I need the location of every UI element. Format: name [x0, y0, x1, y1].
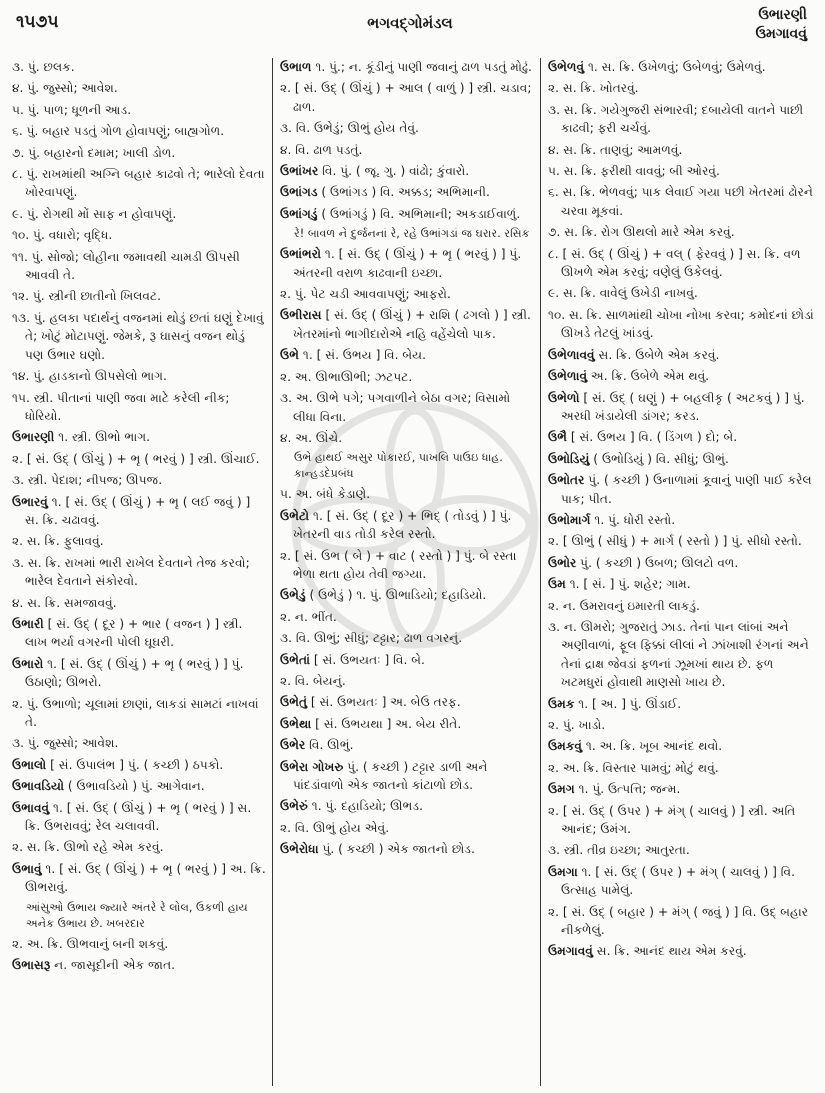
- sense-line: [548, 79, 816, 97]
- dictionary-entry: [12, 956, 266, 974]
- dictionary-entry: [280, 758, 534, 795]
- headword: ઉભેળાવું: [548, 369, 588, 384]
- sense-line: [12, 695, 266, 732]
- dictionary-entry: [12, 493, 266, 530]
- headword: ઉભેળવું: [548, 60, 585, 74]
- sense-line: [548, 618, 816, 692]
- definition-text: પું. ( કચ્છી ) ઉનાળામાં કૂવાનું પાણી પાઈ કરેલ પાક; પીત.: [561, 473, 812, 506]
- headword: ઉભાંગડ: [280, 185, 318, 200]
- definition-text: ૬. સ. ક્રિ. ભેળવવું; પાક લેવાઈ ગયા પછી ખેતરમાં ઢોરને ચરવા મૂકવાં.: [548, 185, 813, 218]
- sense-line: [280, 368, 534, 386]
- sense-line: [280, 429, 534, 447]
- definition-text: ૨. અ. ઊભાઊભી; ઝટપટ.: [280, 369, 413, 384]
- definition-text: ૩. અ. ઊભે પગે; પગવાળીને બેઠા વગર; વિસામો લીધા વિના.: [280, 391, 511, 424]
- definition-text: વિ. ઊભું.: [305, 738, 354, 753]
- dictionary-entry: [280, 797, 534, 815]
- dictionary-entry: [280, 162, 534, 180]
- definition-text: [ સં. ઉદ્ ( ઊંચું ) + રાશિ ( ઢગલો ) ] સ્ત્રી. ખેતરમાંનો ભાગીદારોએ નહિ વહેંચેલો પાક.: [293, 308, 531, 341]
- definition-text: ૩. સ્ત્રી. તીવ્ર ઇચ્છા; આતુરતા.: [548, 843, 690, 858]
- definition-text: ૨. અ. ક્રિ. વિસ્તાર પામવું; મોટું થવું.: [548, 760, 719, 775]
- definition-text: ૧. પું. ઉત્પત્તિ; જન્મ.: [574, 782, 681, 797]
- dictionary-entry: [548, 863, 816, 900]
- definition-text: ( ઉભાંગડ ) વિ. અક્કડ; અભિમાની.: [317, 185, 490, 200]
- definition-text: [ સં. ઉભયથા ] અ. બેય રીતે.: [311, 716, 462, 731]
- definition-text: ૨. [ સં. ઉદ્ ( બહાર ) + મંગ્ ( જવું ) ] વિ. ઉદ્ બહાર નીકળેલું.: [548, 904, 809, 938]
- sense-line: [12, 165, 266, 202]
- sense-line: [548, 162, 816, 180]
- dictionary-entry: [548, 737, 816, 755]
- dictionary-entry: [548, 575, 816, 593]
- definition-text: ૧૩. પું. હલકા પદાર્થનું વજનમાં થોડું છતાં ઘણું દેખાવું તે; ખોટું મોટાપણું. જેમકે, રૂ ઘાસનું વજન થોડું પણ ઉભાર ઘણો.: [12, 310, 264, 362]
- headword: ઉભારણી: [12, 430, 55, 445]
- sense-line: [280, 608, 534, 626]
- definition-text: ૩. સ. ક્રિ. ગયેગુજરી સંભારવી; દબાયેલી વાતને પાછી કાઢવી; ફરી ચર્ચવું.: [548, 102, 804, 136]
- column-3: [548, 58, 816, 1088]
- definition-text: ( ઉભાવડિયો ) પું. આગેવાન.: [64, 779, 205, 794]
- dictionary-entry: [548, 450, 816, 468]
- definition-text: [ સં. ઉભયતઃ ] અ. બેઉ તરફ.: [307, 695, 461, 710]
- definition-text: ૧. પું. ધોરી રસ્તો.: [590, 512, 676, 527]
- sense-line: [12, 734, 266, 752]
- sense-line: [280, 629, 534, 647]
- sense-line: [12, 935, 266, 953]
- definition-text: ૩. પું. જુસ્સો; આવેશ.: [12, 736, 119, 751]
- headword: ઉભારો: [12, 656, 44, 671]
- definition-text: ૨. [ સં. ઉદ્ ( ઉપર ) + મંગ્ ( ચાલવું ) ] સ્ત્રી. અતિ આનંદ; ઉમંગ.: [548, 803, 796, 837]
- definition-text: ૪. અ. ઊંચે.: [280, 430, 343, 445]
- definition-text: ૪. સ. ક્રિ. તાણવું; આમળવું.: [548, 142, 683, 157]
- definition-text: ૭. પું. બહારનો દમામ; ખાલી ડોળ.: [12, 145, 176, 160]
- dictionary-entry: [548, 389, 816, 426]
- definition-text: ૬. પું. બહાર પડતું ગોળ હોવાપણું; બાહ્યગોળ.: [12, 124, 225, 139]
- headword: ઉભાલો: [12, 757, 47, 772]
- definition-text: ૨. ન. ભીંત.: [280, 609, 337, 624]
- definition-text: ૫. પું. પાળ; ધૂળની આડ.: [12, 102, 132, 117]
- headword: ઉમક: [548, 696, 575, 711]
- sense-line: [548, 284, 816, 302]
- definition-text: ૨. વિ. બેયનું.: [280, 673, 346, 688]
- dictionary-entry: [12, 799, 266, 836]
- definition-text: પું. ( કચ્છી ) ઉબળ; ઊલટો વળ.: [576, 555, 739, 570]
- headword: ઉભેરોધા: [280, 842, 319, 857]
- headword: ઉભોમાર્ગ: [548, 512, 591, 527]
- headword: ઉમ: [548, 577, 566, 592]
- sense-line: [12, 532, 266, 550]
- definition-text: [ સં. ઉદ્ ( દૂર ) + ભાર ( વજન ) ] સ્ત્રી. લાખ ભર્યા વગરની પોલી ઘૂઘરી.: [25, 616, 243, 650]
- headword: ઉભેરા ગોખરુ: [280, 759, 344, 774]
- definition-text: ૧. [ સં. ઉદ્ ( ઊંચું ) + ભૃ ( ભરવું ) ] અ. ક્રિ. ઊભરાવું.: [25, 861, 266, 895]
- sense-line: [12, 58, 266, 76]
- sense-line: [12, 122, 266, 140]
- sense-line: [12, 226, 266, 244]
- guide-word-top: ઉભારણી: [758, 7, 807, 23]
- sense-line: [12, 248, 266, 285]
- definition-text: ૧. [ સં. ઉદ્ ( ઉપર ) + મંગ્ ( ચાલવું ) ] વિ. ઉત્સાહ પામેલું.: [561, 864, 795, 898]
- headword: ઉભેટો: [280, 508, 310, 523]
- definition-text: ૩. ન. ઊમરો; ગુજરાતું ઝાડ. તેનાં પાન લાંબાં અને અણીવાળાં, ફૂલ ફિક્કાં લીલાં ને ઝાંખાશી રંગનાં અને તેનાં દ્રાક્ષ જેવડાં ફળનાં ઝૂમખાં થાય છે. ફળ ખટમધુરાં હોવાથી માણસો ખાય છે.: [548, 619, 809, 690]
- definition-text: ૮. [ સં. ઉદ્ ( ઊંચું ) + વલ્ ( ફેરવવું ) ] સ. ક્રિ. વળ ઊખળે એમ કરવું; વણેલું ઉકેલવું.: [548, 246, 801, 280]
- sense-line: [12, 287, 266, 305]
- headword: ઉભેતાં: [280, 652, 311, 667]
- sense-line: [12, 450, 266, 468]
- sense-line: [280, 79, 534, 116]
- definition-text: ૨. સ. ક્રિ. ઊભો રહે એમ કરવું.: [12, 840, 164, 855]
- sense-line: [548, 903, 816, 940]
- dictionary-entry: [548, 346, 816, 364]
- page-header: [0, 0, 825, 52]
- dictionary-entry: [548, 780, 816, 798]
- headword: ઉભાવડિયો: [12, 779, 65, 794]
- dictionary-entry: [280, 183, 534, 201]
- definition-text: ૧. [ સં. ઉદ્ ( દૂર ) + ભિદ્ ( તોડવું ) ] પું. ખેતરની વાડ તોડી કરેલ રસ્તો.: [293, 508, 512, 542]
- sense-line: [12, 79, 266, 97]
- sense-line: [548, 532, 816, 550]
- definition-text: ૨. [ સં. ઉદ્ ( ઊંચું ) + ભૃ ( ભરવું ) ] સ્ત્રી. ઊંચાઈ.: [12, 451, 260, 466]
- headword: ઉમકવું: [548, 739, 583, 754]
- dictionary-entry: [280, 306, 534, 343]
- sense-line: [548, 802, 816, 839]
- sense-line: [280, 141, 534, 159]
- definition-text: ૧. [ સં. ઉદ્ ( ઊંચું ) + ભૃ ( લઈ જવું ) ] સ. ક્રિ. ચઢાવવું.: [25, 494, 251, 527]
- sense-line: [12, 594, 266, 612]
- definition-text: ૨. પું. ઉભાળો; ચૂલામાં છાણાં, લાકડાં સામટાં નાખવાં તે.: [12, 696, 259, 729]
- dictionary-entry: [280, 507, 534, 544]
- dictionary-entry: [548, 428, 816, 446]
- headword: ઉભેળો: [548, 390, 580, 405]
- headword: ઉમગ: [548, 782, 575, 797]
- dictionary-entry: [280, 840, 534, 858]
- sense-line: [12, 389, 266, 426]
- definition-text: ૨. પું. ખાડો.: [548, 718, 606, 732]
- headword: ઉભેળાવવું: [548, 347, 595, 362]
- definition-text: ૯. સ. ક્રિ. વાવેલું ઉખેડી નાખવું.: [548, 286, 698, 301]
- dictionary-entry: [280, 245, 534, 282]
- guide-word-bottom: ઉમગાવવું: [755, 26, 807, 42]
- dictionary-entry: [280, 651, 534, 669]
- headword: ઉભાંખર: [280, 164, 319, 179]
- sense-line: [12, 309, 266, 364]
- sense-line: [280, 285, 534, 303]
- definition-text: ૪. સ. ક્રિ. સમજાવવું.: [12, 595, 117, 610]
- definition-text: વિ. પું. ( જૂ. ગુ. ) વાંઢો; કુંવારો.: [318, 164, 470, 179]
- definition-text: સ. ક્રિ. આનંદ થાય એમ કરવું.: [592, 944, 747, 959]
- sense-line: [548, 183, 816, 220]
- sense-line: [12, 471, 266, 489]
- definition-text: અ. ક્રિ. ઉબેળે એમ થવું.: [587, 369, 710, 384]
- definition-text: ૪. વિ. ઢાળ પડતું.: [280, 142, 363, 157]
- definition-text: ૧૦. સ. ક્રિ. સાળમાંથી ચોખા નોખા કરવા; કમોદનાં છોડાં ઊખડે તેટલું ખાંડવું.: [548, 307, 814, 341]
- definition-text: ( ઉભોડિયું ) વિ. સીધું; ઊભું.: [589, 451, 729, 466]
- sense-line: [548, 716, 816, 734]
- definition-text: ૮. પું. રાખમાંથી અગ્નિ બહાર કાઢવો તે; ભારેલો દેવતા ખોરવાપણું.: [12, 167, 265, 200]
- headword: ઉભાસરૂ: [12, 958, 51, 973]
- headword: ઉભાંગડું: [280, 206, 318, 221]
- sense-line: [548, 141, 816, 159]
- sense-line: [280, 485, 534, 503]
- dictionary-entry: [548, 471, 816, 508]
- definition-text: ૨. સ. ક્રિ. ફુલાવવું.: [12, 534, 104, 549]
- headword: ઉભેર: [280, 738, 306, 753]
- definition-text: ૨. [ ઊભું ( સીધું ) + માર્ગ ( રસ્તો ) ] પું. સીધો રસ્તો.: [548, 534, 802, 549]
- dictionary-entry: [280, 736, 534, 754]
- sense-line: [280, 672, 534, 690]
- definition-text: ૩. સ્ત્રી. પેદાશ; નીપજ; ઊપજ.: [12, 473, 163, 488]
- definition-text: ૧૧. પું. સોજો; લોહીના જમાવથી ચામડી ઊપસી આવવી તે.: [12, 249, 240, 283]
- headword: ઉભીરાસ: [280, 308, 322, 323]
- definition-text: ૧. અ. ક્રિ. ખૂબ આનંદ થવો.: [582, 739, 723, 754]
- dictionary-entry: [280, 693, 534, 711]
- definition-text: ( ઉભેડું ) ૧. પું. ઊભાડિયો; દહાડિયો.: [305, 588, 487, 603]
- sense-line: [12, 101, 266, 119]
- definition-text: ૪. પું. જુસ્સો; આવેશ.: [12, 81, 118, 96]
- dictionary-entry: [548, 511, 816, 529]
- headword: ઉભાળ: [280, 60, 312, 74]
- dictionary-entry: [12, 428, 266, 446]
- definition-text: ૧. [ અ. ] પું. ઊંડાઈ.: [574, 696, 682, 711]
- column-rule-1: [272, 58, 273, 1086]
- headword: ઉભેરું: [280, 799, 308, 814]
- dictionary-entry: [12, 756, 266, 774]
- dictionary-entry: [12, 615, 266, 652]
- headword: ઉભોર: [548, 555, 577, 570]
- definition-text: [ સં. ઉભય ] વિ. ( ડિંગળ ) દો; બે.: [566, 430, 738, 445]
- quotation: આંસુઓ ઉભાય જ્યારે અંતરે રે લોલ, ઉકળી હાય અનેક ઉભાય છે. ખબરદાર: [26, 900, 248, 930]
- headword: ઉભોતર: [548, 473, 585, 488]
- definition-text: ૧. [ સં. ] પું. શહેર; ગામ.: [565, 577, 691, 592]
- headword: ઉભાવવું: [12, 800, 50, 815]
- definition-text: ૧૦. પું. વધારો; વૃદ્ધિ.: [12, 228, 113, 243]
- definition-text: ૧. પું.; ન. કૂંડીનું પાણી જવાનું ઢાળ પડતું મોઢું.: [311, 60, 532, 74]
- sense-line: [12, 554, 266, 591]
- headword: ઉભાવું: [12, 861, 42, 876]
- dictionary-entry: [12, 860, 266, 897]
- headword: ઉભારી: [12, 616, 44, 631]
- dictionary-entry: [280, 715, 534, 733]
- definition-text: પું. ( કચ્છી ) એક જાતનો છોડ.: [318, 842, 475, 857]
- definition-text: ૯. પું. રોગથી મોં સાફ ન હોવાપણું.: [12, 206, 177, 221]
- definition-text: ૧. [ સં. ઉદ્ ( ઊંચું ) + ભૃ ( ભરવું ) ] પું. અંતરની વરાળ કાઢવાની ઇચ્છા.: [293, 247, 522, 280]
- sense-line: [548, 841, 816, 859]
- definition-text: ૧૨. પું. સ્ત્રીની છાતીનો ખિલવટ.: [12, 289, 161, 304]
- headword: ઉભાંભરો: [280, 247, 322, 262]
- dictionary-entry: [548, 58, 816, 76]
- definition-text: ન. જાસૂદીની એક જાત.: [50, 958, 176, 973]
- definition-text: ૭. સ. ક્રિ. રોગ ઊથલો મારે એમ કરવું.: [548, 225, 735, 240]
- definition-text: ૩. પું. છલક.: [12, 60, 75, 74]
- column-1: [12, 58, 266, 1088]
- sense-line: [548, 245, 816, 282]
- quotation: ઉભે હાથઈ અસુર પોકારઈ, પાખલિ પાઉઇ ધાહ. કાન્હડદેપ્રબંધ: [294, 451, 503, 481]
- definition-text: પું. ( કચ્છી ) ટટ્ટાર ડાળી અને પાંદડાંવાળો એક જાતનો કાંટાળો છોડ.: [293, 759, 488, 792]
- definition-text: [ સં. ઉભયતઃ ] વિ. બે.: [310, 652, 425, 667]
- headword: ઉભારવું: [12, 494, 48, 509]
- dictionary-entry: [12, 655, 266, 692]
- headword: ઉભોડિયું: [548, 451, 590, 466]
- definition-text: ૩. વિ. ઉભેડું; ઊભું હોય તેવું.: [280, 121, 419, 136]
- definition-text: ૧૫. સ્ત્રી. પીતાનાં પાણી જવા માટે કરેલી નીક; ધોરિયો.: [12, 390, 230, 423]
- definition-text: ૧. [ સં. ઉભય ] વિ. બેય.: [298, 348, 426, 363]
- definition-text: ૧૪. પું. હાડકાનો ઊપસેલો ભાગ.: [12, 369, 167, 384]
- page-number: ૧૫૭૫: [16, 12, 59, 32]
- definition-text: ૫. સ. ક્રિ. ફરીથી વાવવું; બી ઓરવું.: [548, 164, 720, 179]
- definition-text: ( ઉભાંગડું ) વિ. અભિમાની; અકડાઈવાળું.: [317, 206, 521, 221]
- sense-line: [548, 597, 816, 615]
- headword: ઉમગાવવું: [548, 944, 593, 959]
- definition-text: ૧. સ. ક્રિ. ઉખેળવું; ઉબેળવું; ઉમેળવું.: [584, 60, 766, 74]
- sense-line: [548, 306, 816, 343]
- definition-text: ૧. [ સં. ઉદ્ ( ઊંચું ) + ભૃ ( ભરવું ) ] સ. ક્રિ. ઉભરાવવું; રેલ ચલાવવી.: [25, 800, 252, 834]
- headword: ઉભેડું: [280, 588, 306, 603]
- definition-text: [ સં. ઉપાલંભ ] પું. ( કચ્છી ) ઠપકો.: [46, 757, 224, 772]
- definition-text: ૨. [ સં. ઉભ ( બે ) + વાટ ( રસ્તો ) ] પું. બે રસ્તા ભેળા થતા હોય તેવી જગ્યા.: [280, 548, 517, 581]
- dictionary-entry: [280, 346, 534, 364]
- definition-text: ૨. સ. ક્રિ. ખોતરવું.: [548, 81, 639, 96]
- headword: ઉભેતું: [280, 695, 308, 710]
- dictionary-entry: [548, 942, 816, 960]
- column-2: [280, 58, 534, 1088]
- dictionary-entry: [12, 777, 266, 795]
- definition-text: ૨. ન. ઉમરાવનું ઇમારતી લાકડું.: [548, 598, 700, 613]
- headword: ઉભૈ: [548, 430, 567, 445]
- sense-line: [280, 119, 534, 137]
- definition-text: ૨. પું. પેટ ચડી આવવાપણું; આફરો.: [280, 287, 451, 302]
- definition-text: સ. ક્રિ. ઉબેળે એમ કરવું.: [594, 347, 720, 362]
- sense-line: [548, 759, 816, 777]
- definition-text: ૩. વિ. ઊભું; સીધું; ટટ્ટાર; ઢાળ વગરનું.: [280, 631, 463, 646]
- sense-line: [280, 389, 534, 426]
- running-title: ભગવદ્ગોમંડલ: [367, 14, 453, 32]
- sense-line: [280, 547, 534, 584]
- quotation: રે! બાવળ ને દુર્જનનાં રે, રહે ઉભાંગડાં જ ઘરાર. રસિક: [294, 227, 530, 241]
- dictionary-entry: [280, 205, 534, 223]
- guide-words: [755, 6, 807, 44]
- definition-text: [ સં. ઉદ્ ( ઘણું ) + બહલીકૃ ( અટકવું ) ] પું. અરધી ખંડાયેલી ડાંગર; કરડ.: [561, 390, 805, 423]
- dictionary-entry: [548, 367, 816, 385]
- sense-line: [12, 144, 266, 162]
- definition-text: ૩. સ. ક્રિ. રાખમાં ભારી રાખેલ દેવતાને તેજ કરવો; ભારેલ દેવતાને સંકોરવો.: [12, 555, 250, 589]
- headword: ઉભેથા: [280, 716, 312, 731]
- dictionary-entry: [280, 58, 534, 76]
- sense-line: [12, 367, 266, 385]
- headword: ઉમગા: [548, 864, 578, 879]
- sense-line: [280, 819, 534, 837]
- sense-line: [12, 205, 266, 223]
- definition-text: ૫. અ. બંધે કેડાણે.: [280, 487, 371, 502]
- dictionary-entry: [280, 586, 534, 604]
- dictionary-entry: [548, 695, 816, 713]
- definition-text: ૨. [ સં. ઉદ્ ( ઊંચું ) + આલ ( વાળું ) ] સ્ત્રી. ચડાવ; ઢાળ.: [280, 81, 532, 114]
- definition-text: ૨. વિ. ઊભું હોય એવું.: [280, 820, 390, 835]
- headword: ઉભે: [280, 348, 299, 363]
- definition-text: ૨. અ. ક્રિ. ઊભવાનું બની શકવું.: [12, 936, 169, 951]
- dictionary-entry: [548, 554, 816, 572]
- sense-line: [548, 223, 816, 241]
- sense-line: [548, 101, 816, 138]
- column-rule-2: [540, 58, 541, 1086]
- definition-text: ૧. [ સં. ઉદ્ ( ઊંચું ) + ભૃ ( ભરવું ) ] પું. ઉઠાણો; ઊભરો.: [25, 656, 244, 690]
- definition-text: ૧. સ્ત્રી. ઊભો ભાગ.: [54, 430, 150, 445]
- definition-text: ૧. પું. દહાડિયો; ઊભડ.: [307, 799, 423, 814]
- sense-line: [12, 838, 266, 856]
